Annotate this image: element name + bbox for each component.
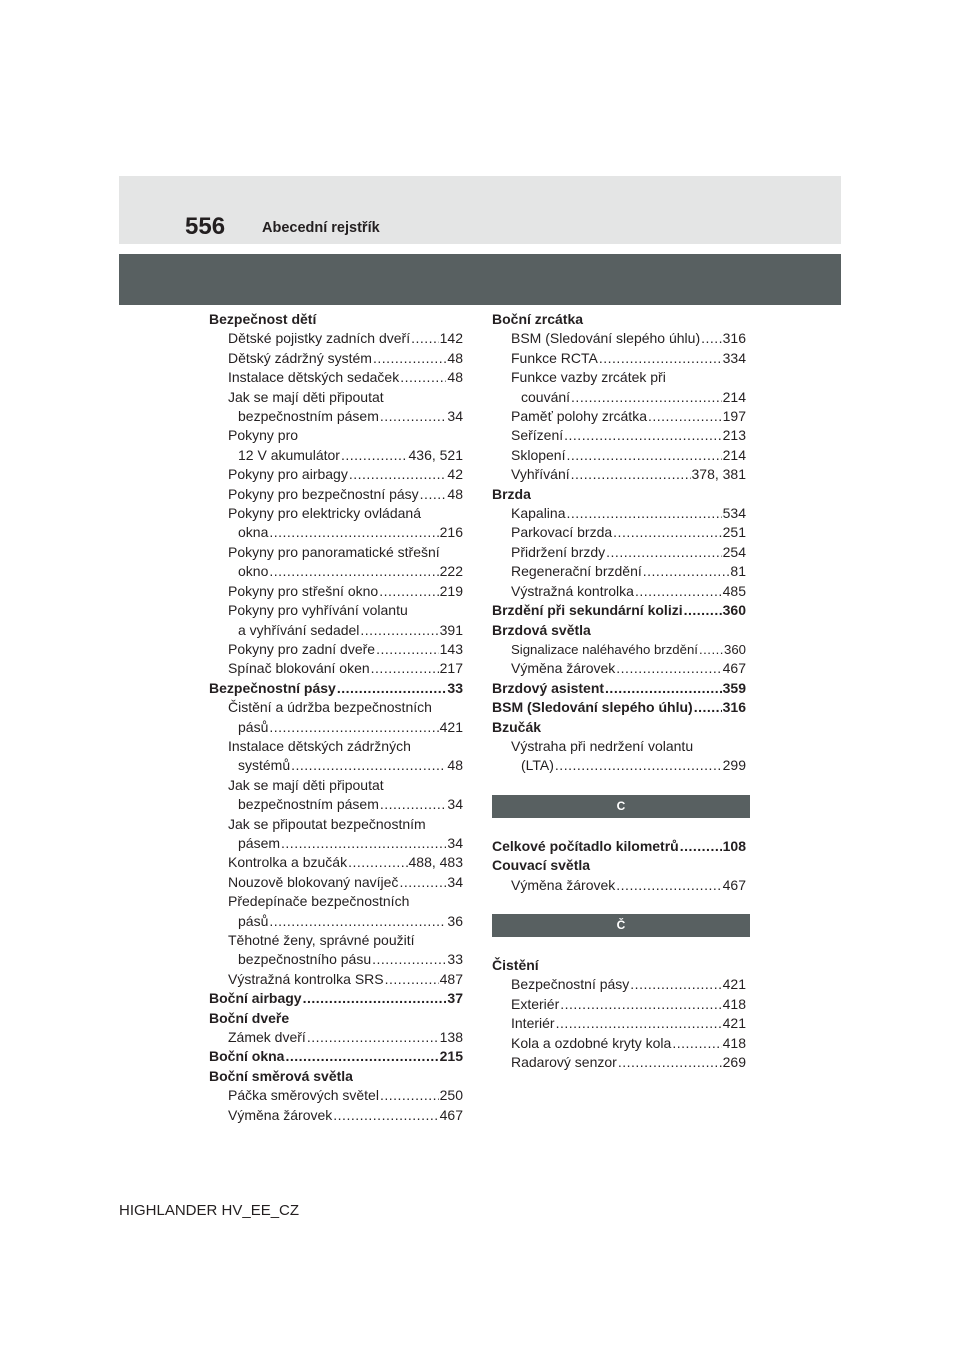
index-subentry [209, 543, 463, 562]
page-ref: 421 [722, 1015, 746, 1032]
entry-text: Regenerační brzdění [511, 563, 642, 580]
entry-text: Pokyny pro airbagy [228, 466, 348, 483]
entry-text: Funkce vazby zrcátek při [511, 369, 666, 386]
entry-text: Výstražná kontrolka SRS [228, 970, 384, 987]
index-entry [492, 601, 746, 620]
index-subentry [209, 659, 463, 678]
entry-text: 12 V akumulátor [238, 446, 340, 463]
entry-text: Pokyny pro [228, 427, 299, 444]
leader-dots [285, 1047, 438, 1066]
index-entry [209, 1009, 463, 1028]
leader-dots [556, 1014, 722, 1033]
header-top-bar [119, 176, 841, 244]
leader-dots [385, 970, 439, 989]
index-subentry [209, 485, 463, 504]
entry-text: Dětské pojistky zadních dveří [228, 330, 411, 347]
section-spacer [492, 776, 746, 795]
index-entry [492, 679, 746, 698]
page-ref: 467 [722, 876, 746, 893]
entry-text: Couvací světla [492, 857, 591, 874]
index-subentry [209, 329, 463, 348]
index-subentry [209, 368, 463, 387]
page-ref: 213 [722, 427, 746, 444]
index-entry [209, 1047, 463, 1066]
index-entry [492, 856, 746, 875]
index-subentry [492, 582, 746, 601]
page-ref: 48 [447, 369, 463, 386]
entry-text: Výměna žárovek [511, 876, 616, 893]
entry-text: Zámek dveří [228, 1029, 306, 1046]
leader-dots [560, 995, 721, 1014]
page-ref: 222 [439, 563, 463, 580]
index-subentry [209, 815, 463, 834]
index-column-left [209, 310, 463, 1125]
page-ref: 143 [439, 640, 463, 657]
index-subentry [209, 426, 463, 445]
entry-text: Bezpečnostní pásy [511, 976, 630, 993]
leader-dots [566, 446, 721, 465]
entry-text: Kola a ozdobné kryty kola [511, 1034, 672, 1051]
index-subentry [492, 876, 746, 895]
index-subentry [209, 504, 463, 523]
page-ref: 436, 521 [408, 446, 463, 463]
leader-dots [567, 504, 722, 523]
index-subentry [492, 995, 746, 1014]
entry-text: Instalace dětských zádržných [228, 737, 411, 754]
entry-text: Výměna žárovek [511, 660, 616, 677]
entry-text: Páčka směrových světel [228, 1087, 379, 1104]
index-entry [492, 718, 746, 737]
index-subentry [209, 776, 463, 795]
leader-dots [701, 329, 722, 348]
leader-dots [269, 562, 438, 581]
entry-text: Pokyny pro elektricky ovládaná [228, 505, 421, 522]
page-ref: 219 [439, 582, 463, 599]
index-subentry [209, 349, 463, 368]
page-ref: 316 [722, 699, 746, 716]
index-subentry [492, 659, 746, 678]
index-subentry [492, 465, 746, 484]
page-ref: 48 [447, 349, 463, 366]
section-title: Abecední rejstřík [262, 220, 380, 236]
page-ref: 421 [722, 976, 746, 993]
leader-dots [373, 349, 446, 368]
page-ref: 108 [722, 837, 746, 854]
entry-text: Brzdová světla [492, 621, 591, 638]
leader-dots [680, 837, 722, 856]
index-subentry [209, 465, 463, 484]
entry-text: (LTA) [521, 757, 554, 774]
leader-dots [341, 446, 408, 465]
page-ref: 418 [722, 1034, 746, 1051]
entry-text: Boční airbagy [209, 990, 302, 1007]
entry-text: Paměť polohy zrcátka [511, 408, 647, 425]
entry-text: Dětský zádržný systém [228, 349, 372, 366]
leader-dots [616, 876, 721, 895]
entry-text: Nouzově blokovaný navíječ [228, 873, 399, 890]
leader-dots [399, 873, 446, 892]
entry-text: Boční okna [209, 1048, 285, 1065]
index-subentry [492, 388, 746, 407]
entry-text: pásů [238, 718, 269, 735]
entry-text: bezpečnostním pásem [238, 796, 379, 813]
entry-text: Signalizace naléhavého brzdění [511, 641, 698, 657]
leader-dots [380, 795, 447, 814]
entry-text: couvání [521, 388, 571, 405]
entry-text: BSM (Sledování slepého úhlu) [492, 699, 693, 716]
page-ref: 485 [722, 582, 746, 599]
index-subentry [492, 446, 746, 465]
entry-text: Spínač blokování oken [228, 660, 370, 677]
page-ref: 34 [447, 834, 463, 851]
entry-text: Vyhřívání [511, 466, 570, 483]
leader-dots [599, 349, 722, 368]
index-entry [492, 310, 746, 329]
entry-text: systémů [238, 757, 291, 774]
entry-text: BSM (Sledování slepého úhlu) [511, 330, 701, 347]
entry-text: Výstražná kontrolka [511, 582, 634, 599]
index-entry [492, 698, 746, 717]
entry-text: Instalace dětských sedaček [228, 369, 400, 386]
index-subentry [209, 582, 463, 601]
page-ref: 33 [447, 951, 463, 968]
leader-dots [643, 562, 730, 581]
leader-dots [618, 1053, 722, 1072]
leader-dots [648, 407, 722, 426]
index-subentry [492, 1053, 746, 1072]
page-ref: 37 [447, 990, 463, 1007]
page-ref: 214 [722, 446, 746, 463]
entry-text: Brzda [492, 485, 531, 502]
letter-section-band: C [492, 795, 750, 818]
entry-text: Seřízení [511, 427, 564, 444]
index-subentry [492, 504, 746, 523]
entry-text: Bezpečnost dětí [209, 311, 317, 327]
leader-dots [616, 659, 721, 678]
leader-dots [380, 1086, 439, 1105]
entry-text: Sklopení [511, 446, 566, 463]
section-spacer [492, 937, 746, 956]
entry-text: Boční směrová světla [209, 1067, 353, 1084]
index-subentry [492, 975, 746, 994]
page-ref: 378, 381 [691, 466, 746, 483]
index-entry [209, 989, 463, 1008]
entry-text: Pokyny pro bezpečnostní pásy [228, 485, 419, 502]
index-subentry [492, 756, 746, 775]
index-entry [492, 621, 746, 640]
entry-text: Boční dveře [209, 1009, 290, 1026]
entry-text: Funkce RCTA [511, 349, 598, 366]
page-ref: 418 [722, 995, 746, 1012]
index-subentry [209, 1086, 463, 1105]
entry-text: Jak se připoutat bezpečnostním [228, 815, 426, 832]
header-dark-band [119, 254, 841, 305]
entry-text: Pokyny pro panoramatické střešní [228, 543, 440, 560]
entry-text: Parkovací brzda [511, 524, 613, 541]
index-subentry [209, 698, 463, 717]
page-ref: 269 [722, 1054, 746, 1070]
index-subentry [492, 426, 746, 445]
leader-dots [555, 756, 722, 775]
entry-text: Kontrolka a bzučák [228, 854, 348, 871]
entry-text: Předepínače bezpečnostních [228, 893, 410, 910]
index-subentry [492, 640, 746, 659]
leader-dots [281, 834, 446, 853]
leader-dots [372, 950, 446, 969]
page-ref: 48 [447, 757, 463, 774]
leader-dots [380, 407, 447, 426]
page-ref: 487 [439, 970, 463, 987]
index-subentry [209, 912, 463, 931]
index-subentry [209, 950, 463, 969]
index-subentry [492, 329, 746, 348]
page-ref: 217 [439, 660, 463, 677]
leader-dots [571, 388, 722, 407]
leader-dots [420, 485, 447, 504]
leader-dots [360, 621, 438, 640]
page-ref: 467 [439, 1106, 463, 1123]
index-subentry [209, 970, 463, 989]
page-ref: 142 [439, 330, 463, 347]
index-subentry [209, 523, 463, 542]
leader-dots [635, 582, 722, 601]
page-ref: 299 [722, 757, 746, 774]
index-subentry [492, 523, 746, 542]
leader-dots [376, 640, 439, 659]
index-entry [492, 485, 746, 504]
index-entry [209, 1067, 463, 1086]
page-ref: 359 [722, 679, 746, 696]
page-ref: 48 [447, 485, 463, 502]
leader-dots [348, 853, 407, 872]
entry-text: okna [238, 524, 269, 541]
index-subentry [209, 562, 463, 581]
page-ref: 488, 483 [408, 854, 463, 871]
index-subentry [209, 388, 463, 407]
page-ref: 391 [439, 621, 463, 638]
entry-text: Interiér [511, 1015, 555, 1032]
index-subentry [209, 407, 463, 426]
index-subentry [209, 853, 463, 872]
page-ref: 316 [722, 330, 746, 347]
index-subentry [492, 543, 746, 562]
entry-text: Exteriér [511, 995, 560, 1012]
index-subentry [492, 1014, 746, 1033]
index-subentry [209, 1028, 463, 1047]
entry-text: Brzdění při sekundární kolizi [492, 602, 683, 619]
index-subentry [209, 834, 463, 853]
entry-text: Radarový senzor [511, 1054, 617, 1070]
leader-dots [411, 329, 439, 348]
leader-dots [371, 659, 439, 678]
leader-dots [379, 582, 438, 601]
page-ref: 250 [439, 1087, 463, 1104]
index-subentry [492, 368, 746, 387]
index-subentry [209, 718, 463, 737]
index-subentry [209, 756, 463, 775]
entry-text: Jak se mají děti připoutat [228, 776, 384, 793]
entry-text: Pokyny pro střešní okno [228, 582, 379, 599]
leader-dots [337, 679, 447, 698]
index-subentry [209, 640, 463, 659]
page-ref: 467 [722, 660, 746, 677]
entry-text: bezpečnostním pásem [238, 408, 379, 425]
page-ref: 216 [439, 524, 463, 541]
entry-text: Čistění a údržba bezpečnostních [228, 699, 432, 716]
index-entry [492, 837, 746, 856]
entry-text: Bezpečnostní pásy [209, 679, 336, 696]
page-ref: 81 [730, 563, 746, 580]
page-ref: 34 [447, 873, 463, 890]
entry-text: Boční zrcátka [492, 311, 584, 327]
leader-dots [269, 912, 446, 931]
leader-dots [605, 679, 722, 698]
entry-text: Pokyny pro vyhřívání volantu [228, 602, 408, 619]
index-column-right [492, 310, 746, 1072]
section-spacer [492, 818, 746, 837]
entry-text: pásem [238, 834, 281, 851]
index-subentry [492, 407, 746, 426]
entry-text: Bzučák [492, 718, 542, 735]
page-ref: 197 [722, 408, 746, 425]
entry-text: Jak se mají děti připoutat [228, 388, 384, 405]
entry-text: Přidržení brzdy [511, 543, 606, 560]
index-subentry [209, 446, 463, 465]
entry-text: Těhotné ženy, správné použití [228, 932, 415, 948]
entry-text: Pokyny pro zadní dveře [228, 640, 376, 657]
index-subentry [209, 892, 463, 911]
index-entry [209, 310, 463, 329]
entry-text: Kapalina [511, 505, 566, 522]
page-number: 556 [185, 213, 226, 240]
leader-dots [694, 698, 722, 717]
entry-text: Celkové počítadlo kilometrů [492, 837, 679, 854]
entry-text: Brzdový asistent [492, 679, 605, 696]
leader-dots [269, 718, 438, 737]
leader-dots [291, 756, 446, 775]
page-ref: 214 [722, 388, 746, 405]
entry-text: Čistění [492, 956, 539, 973]
entry-text: bezpečnostního pásu [238, 951, 372, 968]
page-ref: 421 [439, 718, 463, 735]
index-entry [209, 679, 463, 698]
leader-dots [672, 1034, 721, 1053]
index-subentry [492, 1034, 746, 1053]
index-subentry [209, 601, 463, 620]
leader-dots [333, 1106, 438, 1125]
entry-text: okno [238, 563, 269, 580]
index-subentry [209, 873, 463, 892]
index-subentry [209, 795, 463, 814]
index-subentry [209, 737, 463, 756]
index-subentry [492, 737, 746, 756]
leader-dots [630, 975, 721, 994]
leader-dots [564, 426, 722, 445]
leader-dots [303, 989, 447, 1008]
index-subentry [209, 931, 463, 950]
section-spacer [492, 895, 746, 914]
letter-section-band: Č [492, 914, 750, 937]
leader-dots [571, 465, 691, 484]
leader-dots [699, 640, 723, 659]
leader-dots [400, 368, 446, 387]
leader-dots [349, 465, 447, 484]
page-ref: 215 [439, 1048, 463, 1065]
index-subentry [209, 621, 463, 640]
entry-text: Výstraha při nedržení volantu [511, 737, 694, 754]
page-ref: 334 [722, 349, 746, 366]
page-ref: 34 [447, 408, 463, 425]
entry-text: a vyhřívání sedadel [238, 621, 360, 638]
page-ref: 42 [447, 466, 463, 483]
page-ref: 534 [722, 505, 746, 522]
leader-dots [606, 543, 721, 562]
page-ref: 254 [722, 543, 746, 560]
leader-dots [269, 523, 438, 542]
page-ref: 360 [722, 602, 746, 619]
page-ref: 33 [447, 679, 463, 696]
leader-dots [684, 601, 722, 620]
entry-text: pásů [238, 912, 269, 929]
entry-text: Výměna žárovek [228, 1106, 333, 1123]
footer-model-code: HIGHLANDER HV_EE_CZ [119, 1202, 300, 1219]
index-subentry [209, 1106, 463, 1125]
index-subentry [492, 349, 746, 368]
page-ref: 34 [447, 796, 463, 813]
leader-dots [307, 1028, 439, 1047]
page-ref: 36 [447, 912, 463, 929]
index-subentry [492, 562, 746, 581]
index-entry [492, 956, 746, 975]
page-ref: 360 [723, 641, 746, 657]
page-ref: 138 [439, 1029, 463, 1046]
leader-dots [613, 523, 721, 542]
page-ref: 251 [722, 524, 746, 541]
